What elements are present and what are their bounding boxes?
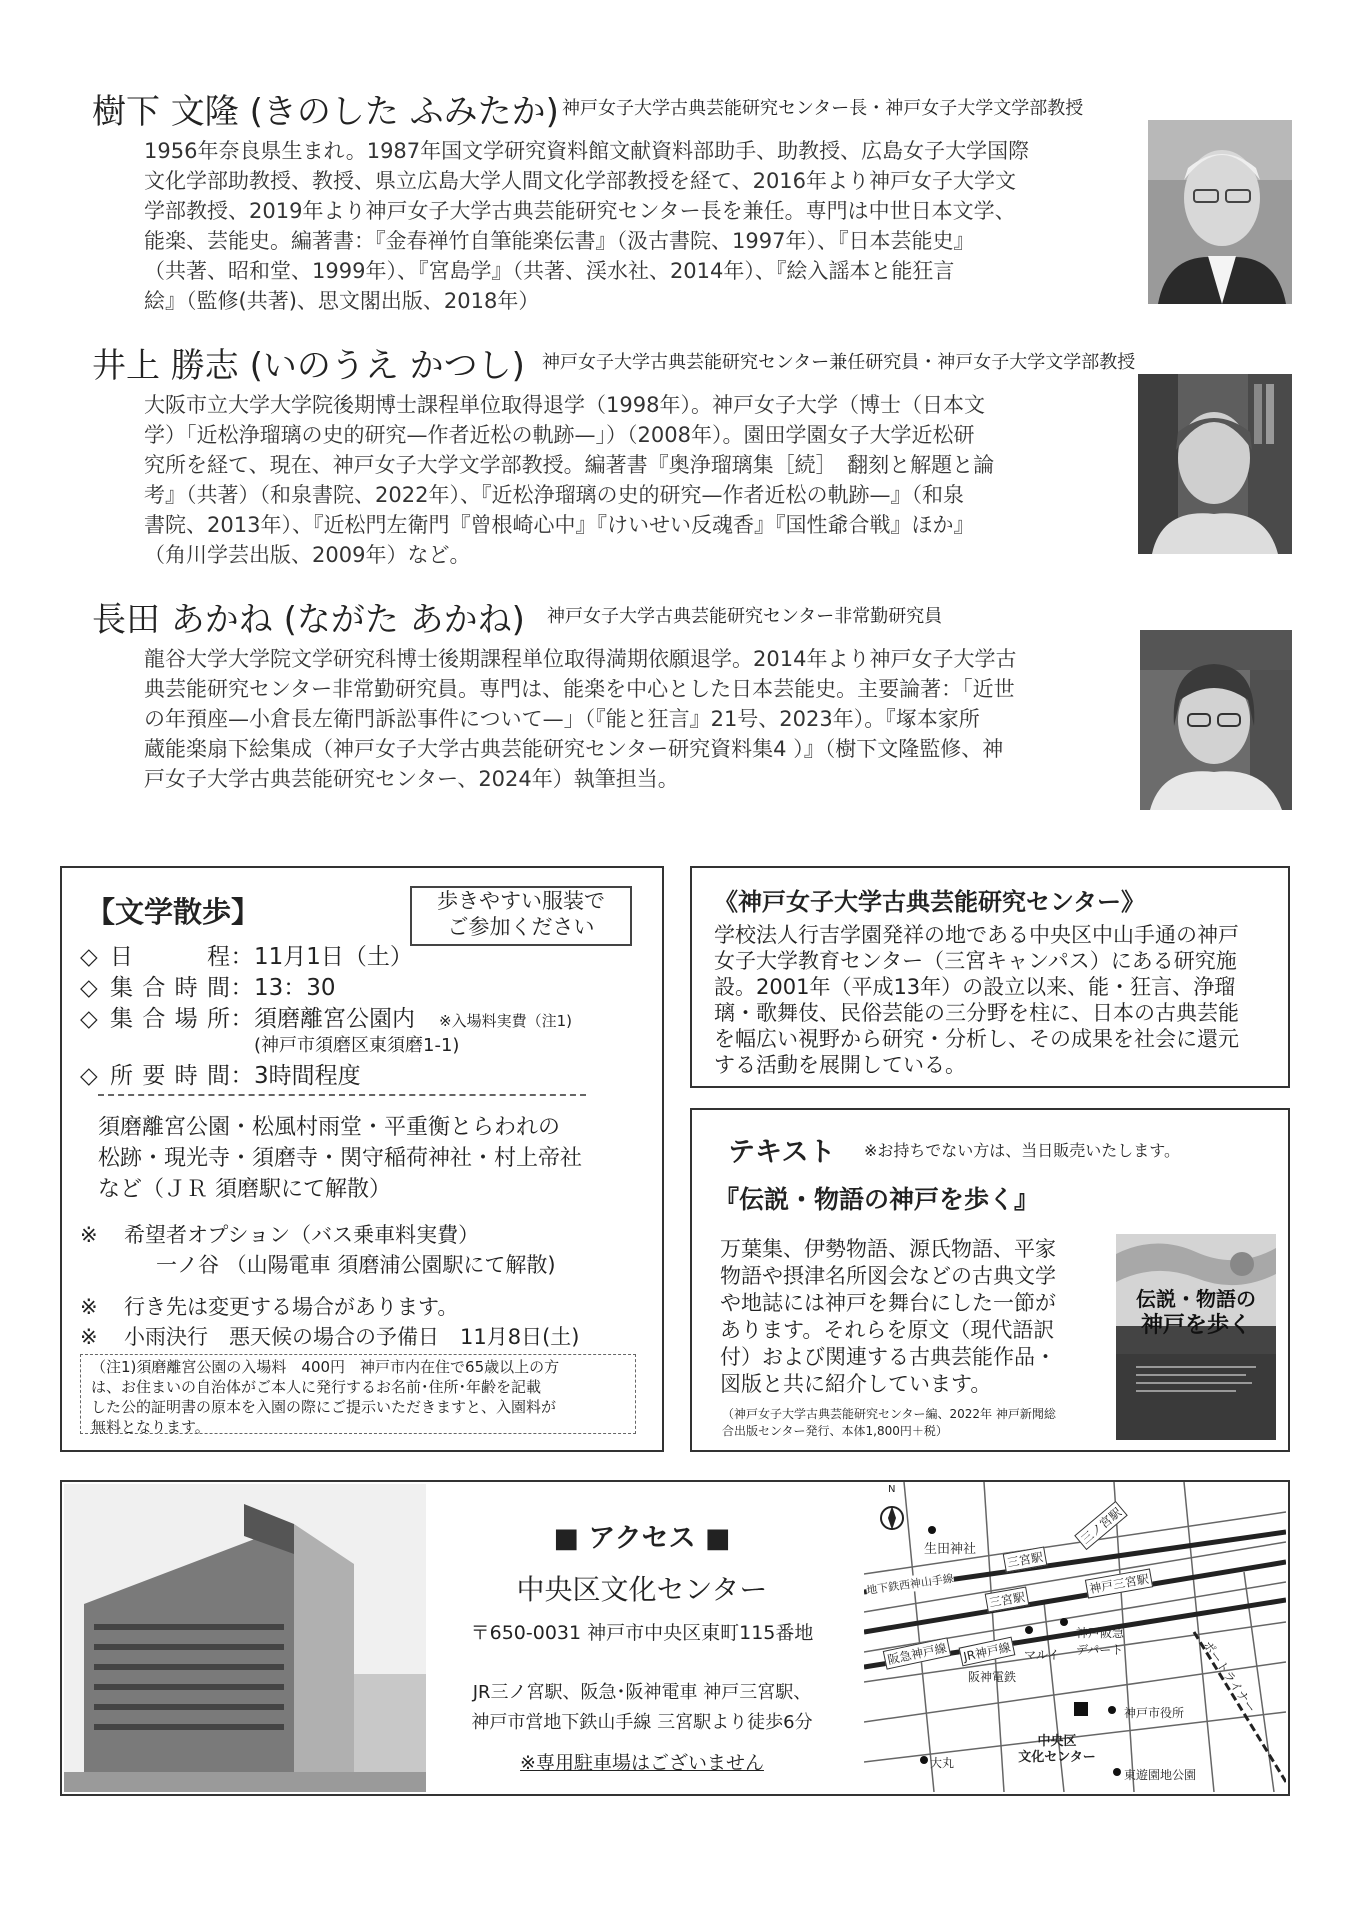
diamond-icon: ◇ (80, 1063, 98, 1089)
bio-line: 1956年奈良県生まれ。1987年国文学研究資料館文献資料部助手、助教授、広島女子大学国際 (144, 139, 1030, 163)
row-value: 3時間程度 (254, 1063, 361, 1089)
schedule-row (80, 969, 640, 1000)
place-address: (神戸市須磨区東須磨1-1) (254, 1035, 460, 1056)
bio-line: 龍谷大学大学院文学研究科博士後期課程単位取得満期依願退学。2014年より神戸女子大学古 (144, 647, 1017, 671)
footnote-box (80, 1354, 636, 1434)
direction-line: 神戸市営地下鉄山手線 三宮駅より徒歩6分 (471, 1712, 813, 1733)
map-label-cityhall: 神戸市役所 (1124, 1706, 1185, 1720)
center-line: を幅広い視野から研究・分析し、その成果を社会に還元 (714, 1027, 1239, 1051)
map-label-sannomiya-jr2: 三ノ宮駅 (1074, 1501, 1128, 1550)
textbook-title: テキスト (728, 1137, 836, 1168)
diamond-icon: ◇ (80, 1006, 98, 1032)
map-label-sannomiya-hankyu: 三宮駅 (985, 1586, 1030, 1612)
center-body (714, 922, 1270, 1078)
row-label: 日 程 (110, 944, 230, 970)
bio-line: 典芸能研究センター非常勤研究員。専門は、能楽を中心とした日本芸能史。主要論著：「近世 (144, 677, 1015, 701)
person-1-photo (1148, 120, 1292, 304)
person-3-bio (144, 644, 1144, 794)
colon: ： (230, 1063, 254, 1089)
colon: ： (230, 1006, 254, 1032)
note-text: 小雨決行 悪天候の場合の予備日 11月8日(土) (124, 1325, 580, 1349)
schedule-row (80, 1000, 640, 1031)
bio-line: （角川学芸出版、2009年）など。 (144, 543, 471, 567)
note-mark: ※ (80, 1325, 98, 1349)
cover-title-line: 神戸を歩く (1140, 1312, 1251, 1338)
map-label-marui: マルイ (1024, 1648, 1060, 1662)
route-line: 松跡・現光寺・須磨寺・関守稲荷神社・村上帝社 (98, 1146, 583, 1171)
colon: ： (230, 944, 254, 970)
footnote-line: した公的証明書の原本を入園の際にご提示いただきますと、入園料が (91, 1398, 557, 1416)
textbook-line: あります。それらを原文（現代語訳 (720, 1318, 1055, 1342)
textbook-box (690, 1108, 1290, 1452)
person-2-photo (1138, 374, 1292, 554)
person-3-photo (1140, 630, 1292, 810)
credit-line: 合出版センター発行、本体1,800円＋税） (722, 1424, 948, 1438)
option-text: 希望者オプション（バス乗車料実費） (124, 1223, 480, 1247)
center-line: 璃・歌舞伎、民俗芸能の三分野を柱に、日本の古典芸能 (714, 1001, 1239, 1025)
bio-line: の年預座—小倉長左衛門訴訟事件について—」（『能と狂言』21号、2023年）。『塚本家所 (144, 707, 980, 731)
row-value: 11月1日（土） (254, 944, 413, 970)
footnote-line: （注1)須磨離宮公園の入場料 400円 神戸市内在住で65歳以上の方 (91, 1358, 560, 1376)
option-text: 一ノ谷 （山陽電車 須磨浦公園駅にて解散) (156, 1253, 556, 1277)
bio-line: 究所を経て、現在、神戸女子大学文学部教授。編著書『奥浄瑠璃集［続］ 翻刻と解題と論 (144, 453, 995, 477)
venue-name: 中央区文化センター (516, 1573, 768, 1606)
route-line: など（ＪＲ 須磨駅にて解散） (98, 1177, 391, 1202)
note-text: 行き先は変更する場合があります。 (124, 1295, 459, 1319)
person-name: 樹下 文隆 (きのした ふみたか) (92, 92, 559, 132)
map-label-jr-line: JR神戸線 (959, 1637, 1016, 1667)
row-label: 集合時間 (110, 975, 230, 1001)
textbook-line: 付）および関連する古典芸能作品・ (720, 1345, 1056, 1369)
bio-line: 考』（共著）（和泉書院、2022年）、『近松浄瑠璃の史的研究—作者近松の軌跡—』（和泉 (144, 483, 964, 507)
diamond-icon: ◇ (80, 975, 98, 1001)
textbook-line: 図版と共に紹介しています。 (720, 1372, 992, 1396)
bio-line: （共著、昭和堂、1999年）、『宮島学』（共著、渓水社、2014年）、『絵入謡本と能狂言 (144, 259, 955, 283)
fee-note: ※入場料実費（注1) (439, 1012, 572, 1030)
access-map (864, 1482, 1286, 1792)
walk-notes (80, 1292, 640, 1352)
textbook-line: や地誌には神戸を舞台にした一節が (720, 1291, 1056, 1315)
note-mark: ※ (80, 1223, 98, 1247)
cover-title (1116, 1286, 1276, 1338)
map-label-hanshin: 阪神電鉄 (968, 1670, 1017, 1684)
walk-option (80, 1220, 640, 1280)
venue-address: 〒650-0031 神戸市中央区東町115番地 (470, 1622, 814, 1644)
textbook-line: 万葉集、伊勢物語、源氏物語、平家 (720, 1237, 1056, 1261)
bio-line: 蔵能楽扇下絵集成（神戸女子大学古典芸能研究センター研究資料集4 ）』（樹下文隆監修、神 (144, 737, 1004, 761)
bio-line: 戸女子大学古典芸能研究センター、2024年）執筆担当。 (144, 767, 679, 791)
row-label: 集合場所 (110, 1006, 230, 1032)
map-label-subway: 地下鉄西神山手線 (865, 1571, 955, 1598)
map-label-sannomiya: 三宮駅 (1003, 1546, 1048, 1572)
route-line: 須磨離宮公園・松風村雨堂・平重衡とらわれの (98, 1115, 561, 1140)
book-title: 『伝説・物語の神戸を歩く』 (714, 1185, 1040, 1214)
footnote-line: 無料となります。 (91, 1418, 210, 1436)
map-venue-line: 文化センター (1018, 1750, 1096, 1765)
map-label-hankyu-dept: 神戸阪急デパート (1076, 1626, 1125, 1657)
person-name: 井上 勝志 (いのうえ かつし) (92, 346, 525, 386)
credit-line: （神戸女子大学古典芸能研究センター編、2022年 神戸新聞総 (722, 1407, 1056, 1421)
textbook-body (720, 1236, 1100, 1398)
map-label-daimaru: 大丸 (930, 1756, 955, 1770)
walk-schedule (80, 938, 640, 1088)
center-line: 設。2001年（平成13年）の設立以来、能・狂言、浄瑠 (714, 975, 1236, 999)
north-label: N (888, 1484, 896, 1495)
map-label-venue (1002, 1734, 1112, 1766)
center-title: 《神戸女子大学古典芸能研究センター》 (714, 888, 1146, 916)
book-cover (1116, 1234, 1276, 1440)
direction-line: JR三ノ宮駅、阪急･阪神電車 神戸三宮駅、 (472, 1682, 812, 1703)
divider (98, 1094, 586, 1096)
person-title: 神戸女子大学古典芸能研究センター長・神戸女子大学文学部教授 (562, 98, 1084, 119)
diamond-icon: ◇ (80, 944, 98, 970)
map-label-hankyu-line: 阪急神戸線 (883, 1637, 952, 1669)
textbook-credit (722, 1406, 1112, 1440)
row-value: 須磨離宮公園内 (254, 1006, 415, 1032)
person-title: 神戸女子大学古典芸能研究センター非常勤研究員 (547, 606, 943, 627)
person-name: 長田 あかね (ながた あかね) (92, 600, 525, 640)
schedule-row (80, 1057, 640, 1088)
literary-walk-box (60, 866, 664, 1452)
walk-title: 【文学散歩】 (86, 895, 261, 929)
person-2-bio (144, 390, 1144, 570)
map-label-ikuta: 生田神社 (924, 1542, 977, 1557)
textbook-line: 物語や摂津名所図会などの古典文学 (720, 1264, 1056, 1288)
bio-line: 文化学部助教授、教授、県立広島大学人間文化学部教授を経て、2016年より神戸女子大学文 (144, 169, 1017, 193)
schedule-row (80, 938, 640, 969)
walk-route (98, 1112, 638, 1205)
note-mark: ※ (80, 1295, 98, 1319)
bio-line: 能楽、芸能史。編著書：『金春禅竹自筆能楽伝書』（汲古書院、1997年）、『日本芸能史』 (144, 229, 975, 253)
bio-line: 書院、2013年）、『近松門左衛門『曾根崎心中』『けいせい反魂香』『国性爺合戦』ほか』 (144, 513, 975, 537)
dress-note (410, 886, 632, 946)
map-venue-line: 中央区 (1037, 1734, 1077, 1749)
center-line: する活動を展開している。 (714, 1053, 966, 1077)
directions (452, 1678, 832, 1738)
access-heading: ■ アクセス ■ (553, 1523, 731, 1554)
person-1-bio (144, 136, 1144, 316)
row-label: 所要時間 (110, 1063, 230, 1089)
bio-line: 大阪市立大学大学院後期博士課程単位取得退学（1998年）。神戸女子大学（博士（日本文 (144, 393, 985, 417)
access-box (60, 1480, 1290, 1796)
person-title: 神戸女子大学古典芸能研究センター兼任研究員・神戸女子大学文学部教授 (542, 352, 1136, 373)
map-label-portliner: ポートライナー (1200, 1638, 1259, 1716)
parking-note: ※専用駐車場はございません (520, 1752, 764, 1774)
center-line: 女子大学教育センター（三宮キャンパス）にある研究施 (714, 949, 1237, 973)
dress-note-line: 歩きやすい服装で (437, 889, 605, 913)
bio-line: 絵』（監修(共著)、思文閣出版、2018年） (144, 289, 540, 313)
map-label-park: 東遊園地公園 (1124, 1768, 1197, 1782)
dress-note-line: ご参加ください (447, 915, 595, 939)
colon: ： (230, 975, 254, 1001)
row-value: 13：30 (254, 975, 336, 1001)
building-photo (64, 1484, 426, 1792)
center-line: 学校法人行吉学園発祥の地である中央区中山手通の神戸 (714, 923, 1239, 947)
footnote-line: は、お住まいの自治体がご本人に発行するお名前･住所･年齢を記載 (91, 1378, 542, 1396)
cover-title-line: 伝説・物語の (1136, 1287, 1256, 1311)
bio-line: 学）「近松浄瑠璃の史的研究—作者近松の軌跡—」）（2008年）。園田学園女子大学近松研 (144, 423, 975, 447)
map-label-kobe-sannomiya: 神戸三宮駅 (1085, 1568, 1153, 1598)
bio-line: 学部教授、2019年より神戸女子大学古典芸能研究センター長を兼任。専門は中世日本文学、 (144, 199, 1016, 223)
textbook-note: ※お持ちでない方は、当日販売いたします。 (864, 1141, 1180, 1160)
research-center-box (690, 866, 1290, 1088)
